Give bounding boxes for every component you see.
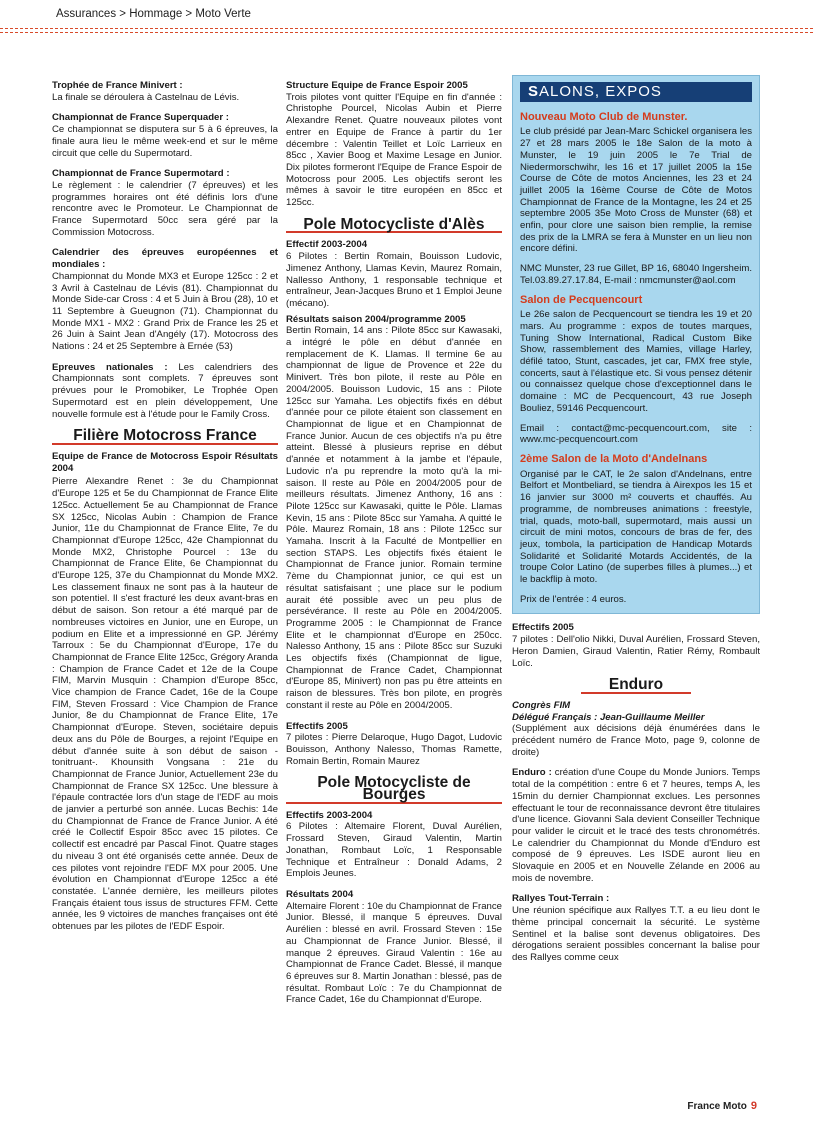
heading-enduro: Enduro xyxy=(581,679,691,694)
heading-filiere: Filière Motocross France xyxy=(52,430,278,445)
section-supermotard: Championnat de France Supermotard : Le règlement : le calendrier (7 épreuves) et les programmes horaires ont été définis lors d'une rencontre avec le Promoteur. Le Championnat de France Supermotard 50cc sera géré par la Commission Motocross. xyxy=(52,168,278,238)
header-divider-2 xyxy=(0,32,813,33)
text-filiere: Pierre Alexandre Renet : 3e du Championnat d'Europe 125 et 5e du Championnat de France Elite 125cc. Actuellement 5e au Championnat de France SX 125cc, Nicolas Aubin : Champion de France Junior, 11e du Championnat de France Elite, 7e du Championnat d'Europe 125cc, 42e Championnat du Monde MX2, Christophe Pourcel : 13e du Championnat de France Elite, 6e Championnat du d'Europe 125, 37e du Championnat du Monde MX2. Les classement finaux ne sont pas à la hauteur de son potentiel. Il s'est fracturé les deux avant-bras en début de saison. Son retour a été marqué par de nombreuses victoires en Junior, une en Europe, un podium en Elite et a impressionné en GP. Jérémy Tarroux : 5e du Championnat d'Europe, 17e du Championnat de France Elite 125cc, Grégory Aranda : Champion de France Cadet et 12e de la Coupe FIM, Marvin Musquin : Champion d'Europe 85cc, Vice champion de France Cadet, 16e de la Coupe FIM, Steven Frossard : Vice Champion de France Junior, 8e du Championnat de France Elite, 17e Championnat d'Europe. Steven, sociétaire depuis deux ans du Pôle de Bourges, a rejoint l'Equipe en début d'année suite à son début de saison -tonitruant-. Khounsith Vongsana : 21e du Championnat de France Junior, Actuellement 23e du Championnat de France SX 125cc. Une blessure à l'épaule contractée lors d'un stage de l'EDF au mois de janvier a perturbé son année. Lucas Bechis: 14e du Championnat de France de France Junior. A été créé le Collectif Espoir 85cc avec 15 pilotes. Ce collectif est encadré par Pascal Finot. Quatre stages du niveau 3 ont été organisés cette année. Deux de ces pilotes vont rejoindre l'EDF MX pour 2005. Une évolution en Championnat d'Europe 125cc a été constatée. L'année dernière, les meilleurs pilotes Français étaient tous issus de structures FFM. Cette année, les 9 victoires de manches françaises ont été obtenues par les pilotes de l'EDF Espoir. xyxy=(52,476,278,933)
section-congres: Congrès FIM Délégué Français : Jean-Guillaume Meiller (Supplément aux décisions déjà énumérées dans le précédent numéro de France Moto, page 9, colonne de droite) xyxy=(512,699,760,758)
section-calendrier: Calendrier des épreuves européennes et mondiales : Championnat du Monde MX3 et Europe 125cc : 2 et 3 Avril à Castelnau de Lévis (81). Championnat du Monde Side-car Cross : 4 et 5 Juin à Brou (28), 10 et 11 Septembre à Gueugnon (71). Championnat du Monde MX1 - MX2 : Grand Prix de France les 25 et 26 Juin à Saint Jean d'Angély (17). Motocross des Nations : 24 et 25 Septembre à Ernée (53) xyxy=(52,247,278,353)
section-nationales: Epreuves nationales : Les calendriers des Championnats sont complets. 7 épreuves sont prévues pour le Promobiker, Le Trophée Open Supermotard est en plein développement, Une nouvelle formule est à l'étude pour le Family Cross. xyxy=(52,361,278,420)
section-rallyes: Rallyes Tout-Terrain : Une réunion spécifique aux Rallyes T.T. a eu lieu dont le thème principal concernait la sécurité. Le système Sentinel et la balise sont devenus obligatoires. Des dérogations seraient possibles concernant la balise pour des Rallyes comme ceux xyxy=(512,893,760,963)
section-effectifs-2005: Effectifs 2005 7 pilotes : Dell'olio Nikki, Duval Aurélien, Frossard Steven, Heron Damien, Giraud Valentin, Ratier Rémy, Rombault Loïc. xyxy=(512,622,760,669)
heading-bourges: Pole Motocycliste de Bourges xyxy=(286,777,502,803)
salons-box xyxy=(512,75,760,614)
andelnans-text: Organisé par le CAT, le 2e salon d'Andelnans, entre Belfort et Montbeliard, se tiendra à Airexpos les 15 et 16 janvier sur 3000 m² couverts et chauffés. Au programme, de nombreuses animations : freestyle, trial, quads, moto-ball, supermotard, mais aussi un circuit de mini motos, concours de bras de fer, des jeux, tombola, la participation de Handicap Motards Solidarité et Solidarité Motards Accidentés, de la troupe Color Latino (de superbes filles à plumes...) et le backflip à moto. xyxy=(520,468,752,586)
column-middle xyxy=(286,80,502,1015)
column-right xyxy=(512,80,760,973)
magazine-name: France Moto xyxy=(687,1101,747,1112)
pecquencourt-contact: Email : contact@mc-pecquencourt.com, site : www.mc-pecquencourt.com xyxy=(520,422,752,446)
section-ales-effectif: Effectif 2003-2004 6 Pilotes : Bertin Romain, Bouisson Ludovic, Jimenez Anthony, Llamas Kevin, Maurez Romain, Nallesso Anthony, 1 responsable technique et entraîneur, Jean-Jacques Bruno et 1 Emploi Jeune (mécano). xyxy=(286,239,502,309)
column-left xyxy=(52,80,278,942)
section-bourges-effectifs: Effectifs 2003-2004 6 Pilotes : Altemaire Florent, Duval Aurélien, Frossard Steven, Giraud Valentin, Martin Jonathan, Rombaut Loïc, 1 Responsable Technique et Entraîneur : Donald Adams, 2 Emplois Jeunes. xyxy=(286,809,502,880)
salons-heading: SALONS, EXPOS xyxy=(520,82,752,102)
section-minivert: Trophée de France Minivert : La finale se déroulera à Castelnau de Lévis. xyxy=(52,80,240,103)
pecquencourt-title: Salon de Pecquencourt xyxy=(520,293,643,306)
andelnans-price: Prix de l'entrée : 4 euros. xyxy=(520,593,627,605)
breadcrumb: Assurances > Hommage > Moto Verte xyxy=(56,8,251,20)
section-ales-effectifs-2005: Effectifs 2005 7 pilotes : Pierre Delaroque, Hugo Dagot, Ludovic Bouisson, Anthony Nalesso, Thomas Ramette, Romain Bertin, Romain Maurez xyxy=(286,720,502,767)
heading-ales: Pole Motocycliste d'Alès xyxy=(286,219,502,234)
pecquencourt-text: Le 26e salon de Pecquencourt se tiendra les 19 et 20 mars. Au programme : expos de toutes marques, Tuning Show International, Radical Custom Bike Show, rassemblement des Mamies, village Harley, défilé tatoo, Stunt, cascades, jet car, FMX free style, concerts, saut à l'élastique etc. Si vous pensez détenir ou connaissez quelque chose d'exceptionnel dans le domaine : MC de Pecquencourt, 43 rue Joseph Bouliez, 59146 Pecquencourt. xyxy=(520,309,752,414)
munster-contact: NMC Munster, 23 rue Gillet, BP 16, 68040 Ingersheim. Tel.03.89.27.17.84, E-mail : nmcmunster@aol.com xyxy=(520,263,752,286)
section-bourges-resultats: Résultats 2004 Altemaire Florent : 10e du Championnat de France Junior. Blessé, il manque 5 épreuves. Duval Aurélien : blessé en avril. Frossard Steven : 15e au Championnat de France Junior. Blessé, il manque 2 épreuves. Giraud Valentin : 16e au Championnat de France Cadet. Blessé, il manque 6 épreuves sur 8. Martin Jonathan : blessé, pas de résultat. Rombaut Loïc : 7e du Championnat de France Cadet, 16e du Championnat d'Europe. xyxy=(286,889,502,1006)
munster-text: Le club présidé par Jean-Marc Schickel organisera les 27 et 28 mars 2005 le 18e Salon de la moto à Munster, le 19 juin 2005 le 7e Trial de Niedermorschwihr, les 16 et 17 juillet 2005 la 15e Course de Côte de motos Anciennes, les 23 et 24 juillet 2005 la 16ème Course de Côte de Motos Championnat de France de la Montagne, les 24 et 25 septembre 2005 35e Moto Cross de Munster (68) et enfin, pour clore une saison bien remplie, la remise des prix de la LMRA se fera à Munster en un lieu non encore défini. xyxy=(520,126,752,255)
section-structure: Structure Equipe de France Espoir 2005 Trois pilotes vont quitter l'Equipe en fin d'année : Christophe Pourcel, Nicolas Aubin et Pierre Alexandre Renet. Quatre nouveaux pilotes vont entrer en Equipe de France à partir du 1er décembre : Valentin Teillet et Loïc Larrieux en 85cc , Xavier Boog et Maxime Lesage en Junior. Dix pilotes formeront l'Equipe de France Espoir de Motocross pour 2005. Les objectifs seront les mêmes à savoir le titre européen en 85cc et 125cc. xyxy=(286,80,502,209)
section-superquader: Championnat de France Superquader : Ce championnat se disputera sur 5 à 6 épreuves, la finale aura lieu le même week-end et sur le même circuit que celle du Supermotard. xyxy=(52,112,278,159)
section-ales-resultats: Résultats saison 2004/programme 2005 Bertin Romain, 14 ans : Pilote 85cc sur Kawasaki, a intégré le pôle en début d'année en remplacement de K. Llamas. Il termine 6e au championnat de ligue de Provence et 22e du Minivert. Très bon pilote, il reste au Pôle en 2004/2005. Bouisson Ludovic, 15 ans : Pilote 125cc sur Yamaha. Les objectifs fixés en début d'année pour ce pilote étaient son classement en Championnat de ligue et en Championnat de France Junior. Aucun de ces objectifs n'a pu être atteint. Blessé à plusieurs reprise en début d'année et notamment à la jambe et l'épaule, Ludovic n'a pu reprendre la moto qu'à la mi-saison. Il reste au Pôle en 2004/2005 pour de meilleurs résultats. Jimenez Anthony, 16 ans : Pilote 125cc sur Kawasaki, quitte le Pôle. Llamas Kevin, 15 ans : Pilote 85cc sur Yamaha. A quitté le Pôle. Maurez Romain, 18 ans : Pilote 125cc sur Yamaha. Inscrit à la Faculté de Montpellier en section STAPS. Les objectifs fixés étaient le Championnat de France junior. Romain termine 7ème du Championnat junior, ce qui est un résultat satisfaisant ; une place sur le podium aurait été possible avec un peu plus de persévérance. Il reste au Pôle en 2004/2005. Programme 2005 : le Championnat de France Elite et le championnat d'Europe en 250cc. Nalesso Anthony, 15 ans : Pilote 85cc sur Suzuki Les objectifs fixés (Championnat de ligue, Championnat de France Cadet, Championnat d'Europe 85, Minivert) non pas pu être atteints en raison de blessures. Très bon pilote, en progrès constant il reste au Pôle en 2004/2005. xyxy=(286,313,502,711)
andelnans-title: 2ème Salon de la Moto d'Andelnans xyxy=(520,452,708,465)
page-number: 9 xyxy=(750,1100,757,1112)
header-divider xyxy=(0,28,813,29)
munster-title: Nouveau Moto Club de Munster. xyxy=(520,110,688,123)
header-bar xyxy=(0,0,813,26)
section-enduro: Enduro : création d'une Coupe du Monde Juniors. Temps total de la compétition : entre 6 et 7 heures, temps A, les 15min du dernier Championnat exclues. Les personnes effectuant le tour de reconnaissance devront être titulaires d'une licence. Giovanni Sala devient Conseiller Technique pour valider le circuit et le tracé des tests chronométrés. Le calendrier du Championnat du Monde d'Enduro est composé de 9 épreuves. Les ISDE auront lieu en Slovaquie en 2005 et en Nouvelle Zélande en 2006 au mois de novembre. xyxy=(512,767,760,884)
subheading-espoir: Equipe de France de Motocross Espoir Résultats 2004 xyxy=(52,450,278,474)
page-footer xyxy=(687,1100,757,1112)
